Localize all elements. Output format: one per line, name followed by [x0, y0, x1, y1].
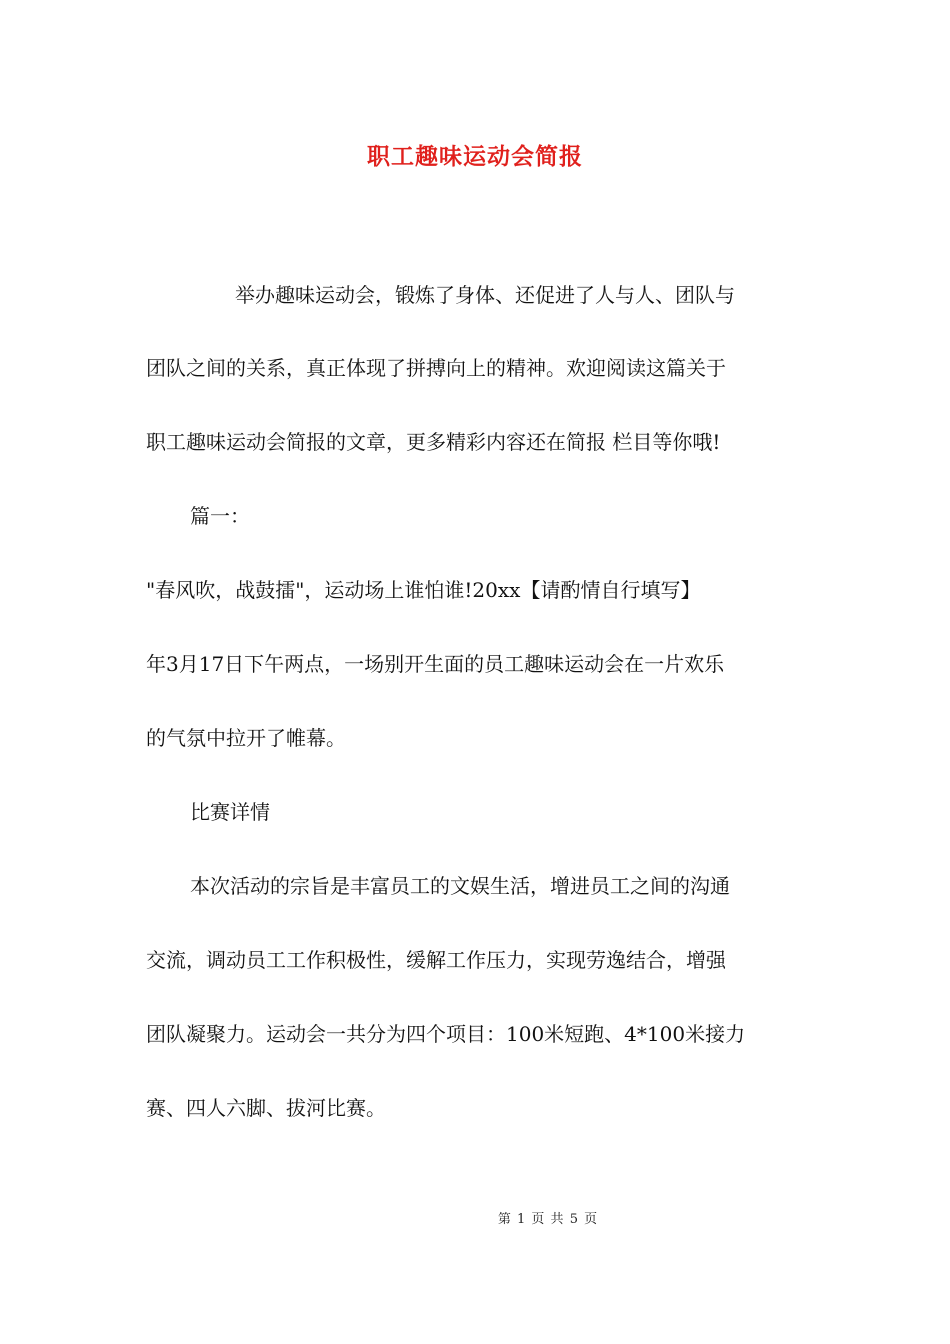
text-line-1: 举办趣味运动会，锻炼了身体、还促进了人与人、团队与 [235, 283, 735, 307]
text-line-5: "春风吹，战鼓擂"，运动场上谁怕谁!20xx【请酌情自行填写】 [146, 578, 701, 602]
section-heading-part-one: 篇一： [190, 504, 250, 528]
page-title: 职工趣味运动会简报 [367, 143, 583, 170]
text-line-2: 团队之间的关系，真正体现了拼搏向上的精神。欢迎阅读这篇关于 [146, 356, 726, 380]
text-line-6: 年3月17日下午两点，一场别开生面的员工趣味运动会在一片欢乐 [146, 652, 725, 676]
text-line-9: 本次活动的宗旨是丰富员工的文娱生活，增进员工之间的沟通 [190, 874, 730, 898]
text-line-3: 职工趣味运动会简报的文章，更多精彩内容还在简报 栏目等你哦! [146, 430, 721, 454]
page-footer: 第 1 页 共 5 页 [497, 1212, 599, 1227]
text-line-11: 团队凝聚力。运动会一共分为四个项目：100米短跑、4*100米接力 [146, 1022, 746, 1046]
section-heading-match-details: 比赛详情 [190, 800, 270, 824]
text-line-12: 赛、四人六脚、拔河比赛。 [146, 1096, 386, 1120]
text-line-10: 交流，调动员工工作积极性，缓解工作压力，实现劳逸结合，增强 [146, 948, 726, 972]
text-line-7: 的气氛中拉开了帷幕。 [146, 726, 346, 750]
